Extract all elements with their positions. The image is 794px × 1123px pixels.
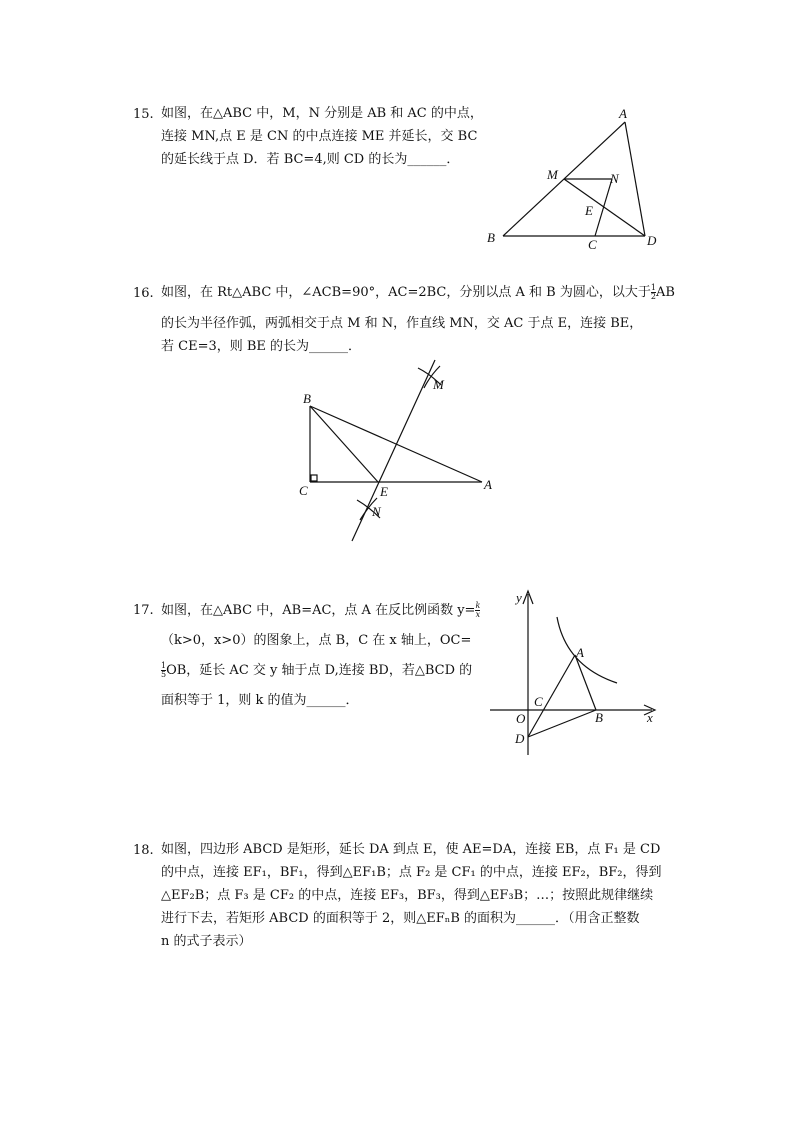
- q18-line-3: △EF₂B；点 F₃ 是 CF₂ 的中点，连接 EF₃，BF₃，得到△EF₃B；…；按照此规律继续: [161, 888, 654, 903]
- q17-line-db: [528, 710, 596, 737]
- q17-label-c: C: [534, 694, 543, 709]
- q15-label-d: D: [647, 233, 657, 248]
- q17-number: 17.: [133, 603, 154, 618]
- q17-line-ad: [528, 655, 575, 737]
- q16-text: [161, 281, 681, 358]
- q16-label-e: E: [380, 484, 388, 499]
- q17-label-y: y: [516, 590, 522, 605]
- q15-label-a: A: [619, 106, 627, 121]
- q17-text: [161, 596, 481, 716]
- q17-label-x: x: [647, 710, 653, 725]
- q17-line-1-a: 如图，在△ABC 中，AB=AC，点 A 在反比例函数 y=: [161, 603, 476, 618]
- q15-text: [161, 102, 481, 171]
- q16-line-2: 的长为半径作弧，两弧相交于点 M 和 N，作直线 MN，交 AC 于点 E，连接 BE，: [161, 316, 643, 331]
- q15-label-b: B: [487, 230, 495, 245]
- q16-right-angle-mark: [311, 475, 317, 481]
- q16-label-b: B: [303, 391, 311, 406]
- q16-arc-m-1: [418, 368, 441, 385]
- q18-text: [161, 838, 681, 953]
- q16-line-mn: [352, 360, 435, 541]
- q16-line-1: [161, 281, 681, 304]
- q17-fraction-2-num: 1: [161, 661, 167, 670]
- q18-line-1: 如图，四边形 ABCD 是矩形，延长 DA 到点 E，使 AE=DA，连接 EB，点 F₁ 是 CD: [161, 842, 661, 857]
- q17-label-a: A: [576, 645, 584, 660]
- q16-line-3: 若 CE=3，则 BE 的长为______．: [161, 339, 362, 354]
- q15-line-ba: [503, 122, 625, 236]
- q17-fraction-2-den: 5: [161, 670, 167, 679]
- q17-fraction: [475, 602, 480, 619]
- q16-line-ba: [310, 406, 482, 482]
- q15-line-1: 如图，在△ABC 中，M，N 分别是 AB 和 AC 的中点，: [161, 106, 483, 121]
- q17-label-d: D: [515, 731, 525, 746]
- q16-label-a: A: [484, 477, 492, 492]
- q17-line-3-b: OB，延长 AC 交 y 轴于点 D,连接 BD，若△BCD 的: [166, 663, 473, 678]
- q16-arc-n-1: [357, 500, 380, 518]
- q17-line-1: [161, 596, 481, 626]
- q15-line-ad: [625, 122, 645, 236]
- q16-number: 16.: [133, 286, 154, 301]
- q17-line-3: [161, 656, 481, 686]
- q16-label-m: M: [433, 377, 444, 392]
- q15-line-2: 连接 MN,点 E 是 CN 的中点连接 ME 并延长，交 BC: [161, 129, 478, 144]
- q17-label-b: B: [595, 710, 603, 725]
- q15-line-md: [564, 179, 645, 236]
- q17-fraction-num: k: [475, 601, 481, 610]
- q16-label-n: N: [372, 504, 381, 519]
- q16-fraction-num: 1: [650, 283, 656, 292]
- q15-label-m: M: [547, 167, 558, 182]
- q15-label-n: N: [610, 171, 619, 186]
- q16-label-c: C: [299, 483, 308, 498]
- q17-fraction-den: x: [475, 610, 481, 619]
- q16-arc-n-2: [360, 498, 377, 520]
- q16-line-1-a: 如图，在 Rt△ABC 中，∠ACB=90°，AC=2BC，分别以点 A 和 B 为圆心，以大于: [161, 285, 651, 300]
- q16-fraction-den: 2: [650, 292, 656, 301]
- q15-label-e: E: [585, 203, 593, 218]
- q15-number: 15.: [133, 107, 154, 122]
- q17-line-4: 面积等于 1，则 k 的值为______．: [161, 693, 359, 708]
- q16-arc-m-2: [424, 366, 440, 388]
- q16-line-1-b: AB: [655, 285, 675, 300]
- q16-line-be: [310, 406, 378, 482]
- q17-y-arrow: [523, 591, 533, 604]
- q17-line-2: （k>0，x>0）的图象上，点 B，C 在 x 轴上，OC=: [161, 633, 472, 648]
- q17-hyperbola: [557, 617, 617, 683]
- q18-line-4: 进行下去，若矩形 ABCD 的面积等于 2，则△EFₙB 的面积为______．（用含正整数: [161, 911, 640, 926]
- q17-label-o: O: [516, 711, 526, 726]
- q18-line-2: 的中点，连接 EF₁，BF₁，得到△EF₁B；点 F₂ 是 CF₁ 的中点，连接 EF₂，BF₂，得到: [161, 865, 662, 880]
- q15-label-c: C: [588, 237, 597, 252]
- q15-line-nc: [595, 179, 612, 236]
- q17-line-ab: [575, 655, 596, 710]
- q15-line-3: 的延长线于点 D．若 BC=4,则 CD 的长为______．: [161, 152, 460, 167]
- q17-x-arrow: [644, 705, 655, 715]
- q18-line-5: n 的式子表示）: [161, 934, 252, 949]
- q18-number: 18.: [133, 843, 154, 858]
